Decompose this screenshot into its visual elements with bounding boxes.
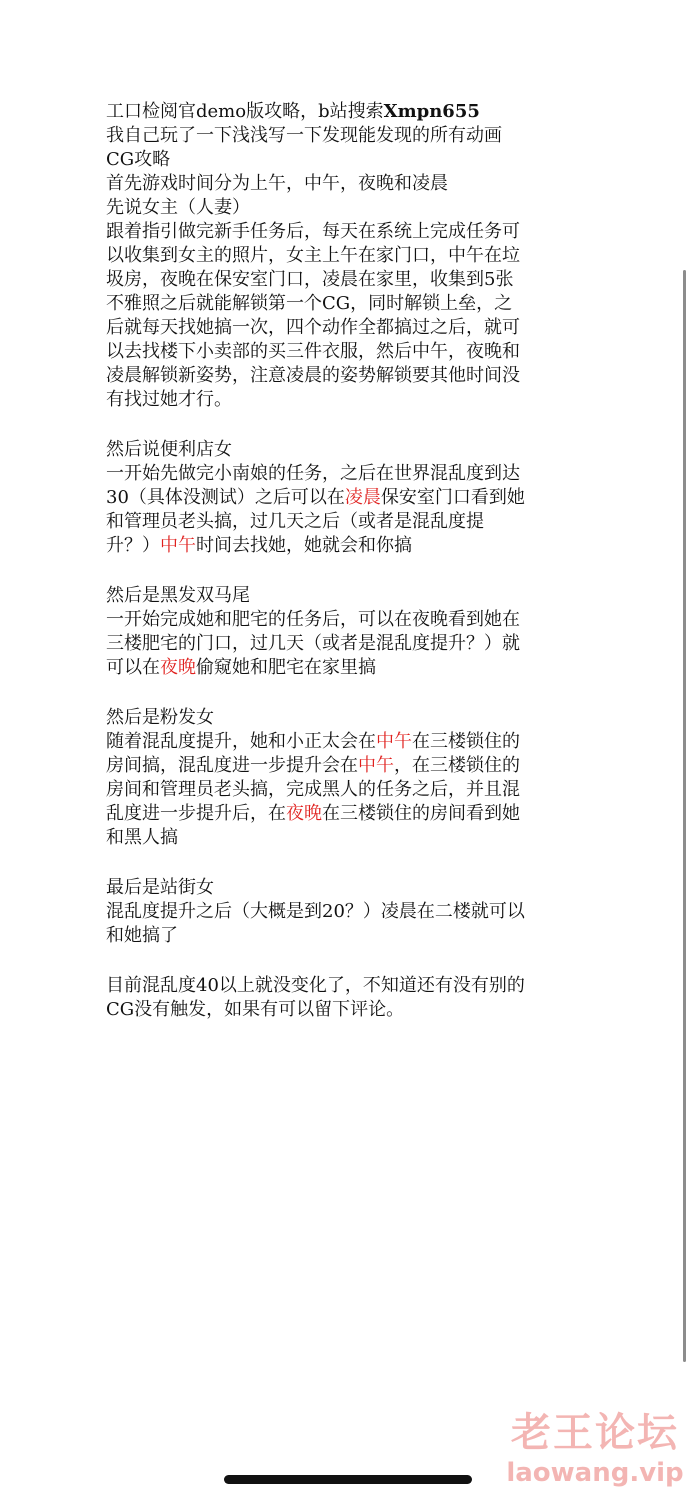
paragraph [106,584,606,680]
text-run: 圾房，夜晚在保安室门口，凌晨在家里，收集到5张 [106,269,514,290]
text-line [106,998,606,1022]
highlighted-time: 夜晚 [160,657,196,678]
text-run: 乱度进一步提升后，在 [106,803,286,824]
text-line [106,316,606,340]
highlighted-time: 夜晚 [286,803,322,824]
vertical-scrollbar[interactable] [683,270,686,1362]
text-line [106,462,606,486]
text-run: 有找过她才行。 [106,389,232,410]
text-run: 跟着指引做完新手任务后，每天在系统上完成任务可 [106,221,520,242]
text-run: 和她搞了 [106,925,178,946]
highlighted-time: 中午 [376,731,412,752]
text-line [106,486,606,510]
text-run: 30（具体没测试）之后可以在 [106,487,345,508]
text-run: 首先游戏时间分为上午，中午，夜晚和凌晨 [106,173,448,194]
watermark [505,1408,685,1488]
text-run: 混乱度提升之后（大概是到20？）凌晨在二楼就可以 [106,901,525,922]
text-line [106,388,606,412]
text-run: 我自己玩了一下浅浅写一下发现能发现的所有动画 [106,125,502,146]
text-line [106,778,606,802]
text-run: 房间搞，混乱度进一步提升会在 [106,755,358,776]
text-line [106,268,606,292]
text-line [106,244,606,268]
text-run: 目前混乱度40以上就没变化了，不知道还有没有别的 [106,975,525,996]
text-line [106,706,606,730]
text-run: 和黑人搞 [106,827,178,848]
text-run: 以去找楼下小卖部的买三件衣服，然后中午，夜晚和 [106,341,520,362]
text-run: 三楼肥宅的门口，过几天（或者是混乱度提升？）就 [106,633,520,654]
watermark-url: laowang.vip [506,1458,684,1488]
text-line [106,802,606,826]
highlighted-time: 中午 [358,755,394,776]
paragraph [106,876,606,948]
text-line [106,438,606,462]
text-run: 然后是黑发双马尾 [106,585,250,606]
paragraph [106,438,606,558]
text-line [106,974,606,998]
text-run: 一开始完成她和肥宅的任务后，可以在夜晚看到她在 [106,609,520,630]
text-run: 以收集到女主的照片，女主上午在家门口，中午在垃 [106,245,520,266]
watermark-title: 老王论坛 [511,1410,679,1456]
text-run: 偷窥她和肥宅在家里搞 [196,657,376,678]
text-line [106,584,606,608]
text-run: 可以在 [106,657,160,678]
text-line [106,100,606,124]
text-line [106,900,606,924]
text-run: 凌晨解锁新姿势，注意凌晨的姿势解锁要其他时间没 [106,365,520,386]
text-line [106,534,606,558]
text-run: 然后是粉发女 [106,707,214,728]
text-line [106,196,606,220]
article-body [106,100,606,1048]
text-run: ，在三楼锁住的 [394,755,520,776]
text-run: 不雅照之后就能解锁第一个CG，同时解锁上垒，之 [106,293,513,314]
text-run: CG攻略 [106,149,171,170]
text-run: 在三楼锁住的房间看到她 [322,803,520,824]
text-run: 先说女主（人妻） [106,197,250,218]
bold-text: Xmpn655 [383,101,480,122]
text-run: 然后说便利店女 [106,439,232,460]
text-line [106,826,606,850]
text-line [106,608,606,632]
text-run: 最后是站街女 [106,877,214,898]
paragraph [106,706,606,850]
text-line [106,730,606,754]
text-line [106,172,606,196]
text-line [106,876,606,900]
text-run: 保安室门口看到她 [380,487,525,508]
text-run: 时间去找她，她就会和你搞 [196,535,412,556]
text-line [106,656,606,680]
text-line [106,340,606,364]
text-run: 随着混乱度提升，她和小正太会在 [106,731,376,752]
home-indicator[interactable] [224,1475,472,1484]
text-line [106,292,606,316]
text-run: 和管理员老头搞，过几天之后（或者是混乱度提 [106,511,484,532]
text-run: 房间和管理员老头搞，完成黑人的任务之后，并且混 [106,779,520,800]
text-line [106,148,606,172]
text-run: 工口检阅官demo版攻略，b站搜索 [106,101,384,122]
highlighted-time: 中午 [160,535,196,556]
text-run: 升？） [106,535,160,556]
text-line [106,924,606,948]
text-line [106,754,606,778]
highlighted-time: 凌晨 [344,487,381,508]
text-line [106,632,606,656]
text-run: 一开始先做完小南娘的任务，之后在世界混乱度到达 [106,463,520,484]
text-line [106,364,606,388]
text-run: 在三楼锁住的 [412,731,520,752]
text-line [106,510,606,534]
text-line [106,220,606,244]
text-run: CG没有触发，如果有可以留下评论。 [106,999,405,1020]
text-line [106,124,606,148]
paragraph [106,974,606,1022]
text-run: 后就每天找她搞一次，四个动作全都搞过之后，就可 [106,317,520,338]
paragraph [106,100,606,412]
